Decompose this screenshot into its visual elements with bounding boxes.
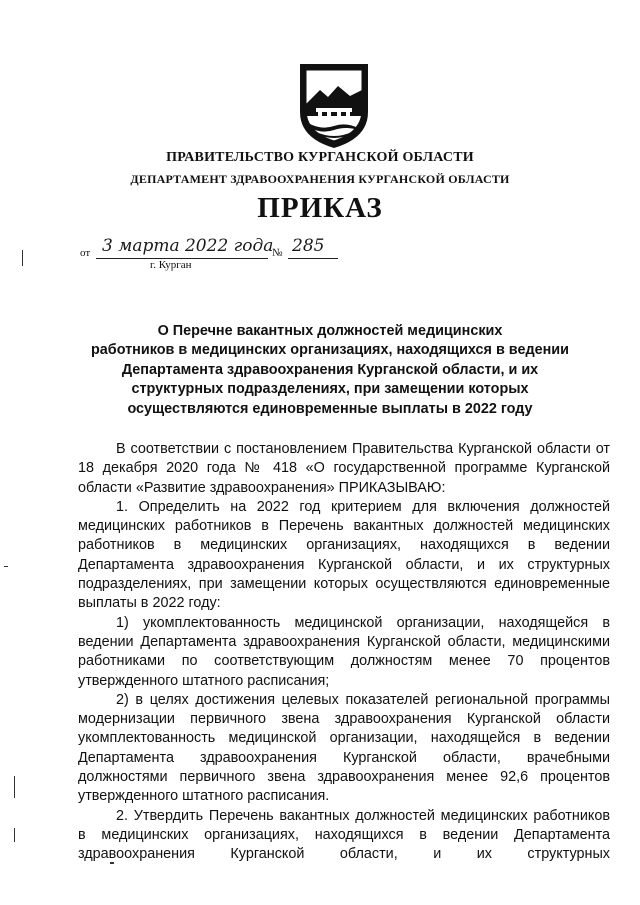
subject-line: О Перечне вакантных должностей медицинских [157, 323, 503, 339]
scan-mark [14, 776, 15, 798]
order-subject [60, 322, 600, 419]
number-underline [288, 258, 338, 259]
department-name: ДЕПАРТАМЕНТ ЗДРАВООХРАНЕНИЯ КУРГАНСКОЙ ОБЛАСТИ [130, 172, 510, 186]
government-name: ПРАВИТЕЛЬСТВО КУРГАНСКОЙ ОБЛАСТИ [166, 150, 474, 165]
city-label: г. Курган [150, 259, 192, 271]
clause-1-2-paragraph: 2) в целях достижения целевых показателей региональной программы модернизации первичного звена здравоохранения Курганской области укомплектованность медицинской организации, находящейся в ведении Департамента здравоохранения Курганской области, врачебными должностями первичного звена здравоохранения менее 92,6 процентов утвержденного штатного расписания. [78, 691, 610, 805]
date-number-line [80, 238, 350, 262]
scan-mark [14, 828, 15, 842]
scan-mark [110, 862, 114, 864]
clause-1-1-paragraph: 1) укомплектованность медицинской организации, находящейся в ведении Департамента здравоохранения Курганской области, медицинскими работниками по соответствующим должностям менее 70 процентов утвержденного штатного расписания; [78, 614, 610, 689]
order-body [78, 440, 610, 865]
clause-1-paragraph: 1. Определить на 2022 год критерием для включения должностей медицинских работников в Перечень вакантных должностей медицинских работников в медицинских организациях, находящихся в ведении Департамента здравоохранения Курганской области, и их структурных подразделениях, при замещении которых осуществляются единовременные выплаты в 2022 году: [78, 498, 610, 612]
handwritten-number: 285 [292, 236, 325, 256]
clause-2-paragraph: 2. Утвердить Перечень вакантных должностей медицинских работников в медицинских организациях, находящихся в ведении Департамента здравоохранения Курганской области, и их структурных [78, 807, 610, 863]
scan-mark [4, 566, 8, 567]
subject-line: осуществляются единовременные выплаты в 2022 году [127, 400, 533, 417]
subject-line: Департамента здравоохранения Курганской области, и их [121, 361, 539, 378]
coat-of-arms-icon [296, 60, 372, 150]
scan-mark [22, 250, 23, 266]
handwritten-date: 3 марта 2022 года [102, 236, 274, 256]
subject-line: структурных подразделениях, при замещении которых [131, 381, 529, 398]
date-from-label: от [80, 247, 91, 259]
subject-line: работников в медицинских организациях, находящихся в ведении [91, 342, 569, 359]
preamble-paragraph: В соответствии с постановлением Правительства Курганской области от 18 декабря 2020 года № 418 «О государственной программе Курганской области «Развитие здравоохранения» ПРИКАЗЫВАЮ: [78, 441, 610, 496]
document-type-title: ПРИКАЗ [257, 192, 383, 224]
number-label: № [272, 247, 283, 259]
